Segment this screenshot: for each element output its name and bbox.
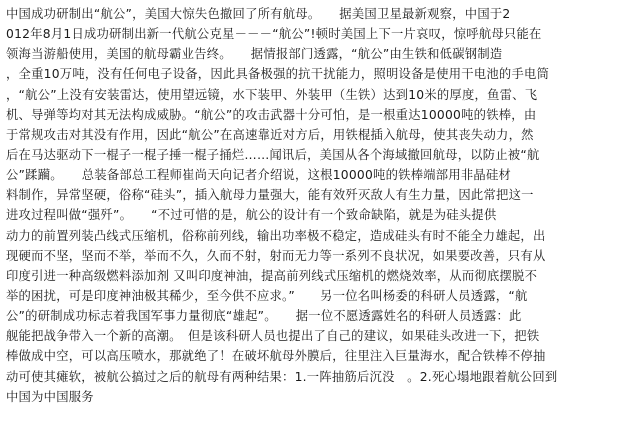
text-line: 公”的研制成功标志着我国军事力量彻底“雄起”。 据一位不愿透露姓名的科研人员透露：此 xyxy=(6,309,522,324)
text-line: 中国为中国服务 xyxy=(6,389,94,404)
text-line: 动力的前置列装凸线式压缩机，俗称前列线，输出功率极不稳定，造成硅头有时不能全力雄起，出 xyxy=(6,228,546,243)
text-line: 中国成功研制出“航公”，美国大惊失色撤回了所有航母。 据美国卫星最新观察，中国于2 xyxy=(6,7,511,21)
text-line: 现硬而不坚，坚而不举，举而不久，久而不射，射而无力等一系列不良状况，如果要改善，只有从 xyxy=(6,248,546,263)
text-line: 公”蹂躏。 总装备部总工程师崔尚天向记者介绍说，这根10000吨的铁棒端部用非晶硅材 xyxy=(6,168,512,183)
text-line: 举的困扰，可是印度神油极其稀少，至今供不应求。” 另一位名叫杨委的科研人员透露，“航 xyxy=(6,288,528,303)
text-line: 012年8月1日成功研制出新一代航公克星－－－“航公”!顿时美国上下一片哀叹，惊呼航母只能在 xyxy=(6,27,542,42)
text-line: 料制作，异常坚硬，俗称“硅头”，插入航母力量强大，能有效歼灭敌人有生力量，因此常把这一 xyxy=(6,188,534,203)
text-line: 动可使其瘫软，被航公搞过之后的航母有两种结果：1.一阵抽筋后沉没 。2.死心塌地跟着航公回到 xyxy=(6,369,558,384)
text-line: 进攻过程叫做“强歼”。 “不过可惜的是，航公的设计有一个致命缺陷，就是为硅头提供 xyxy=(6,208,497,223)
text-line: 舰能把战争带入一个新的高潮。 但是该科研人员也提出了自己的建议，如果硅头改进一下，把铁 xyxy=(6,329,540,344)
text-line: ，“航公”上没有安装雷达，使用望远镜，水下装甲、外装甲（生铁）达到10米的厚度，鱼雷、飞 xyxy=(6,87,538,102)
text-line: 印度引进一种高级燃料添加剂 又叫印度神油，提高前列线式压缩机的燃烧效率，从而彻底摆脱不 xyxy=(6,268,538,283)
text-line: 后在马达驱动下一棍子一棍子捶一棍子捅烂……闻讯后，美国从各个海域撤回航母，以防止被“航 xyxy=(6,147,540,162)
text-line: 机、导弹等均对其无法构成威胁。“航公”的攻击武器十分可怕，是一根重达10000吨的铁棒，由 xyxy=(6,107,537,122)
text-line: ，全重10万吨，没有任何电子设备，因此具备极强的抗干扰能力，照明设备是使用干电池的手电筒 xyxy=(6,67,550,82)
text-line: 领海当游船使用，美国的航母霸业告终。 据情报部门透露，“航公”由生铁和低碳钢制造 xyxy=(6,47,503,62)
text-line: 于常规攻击对其没有作用，因此“航公”在高速靠近对方后，用铁棍插入航母，使其丧失动力，然 xyxy=(6,127,534,142)
text-line: 棒做成中空，可以高压喷水，那就绝了！在破坏航母外膜后，往里注入巨量海水，配合铁棒不停抽 xyxy=(6,349,546,364)
